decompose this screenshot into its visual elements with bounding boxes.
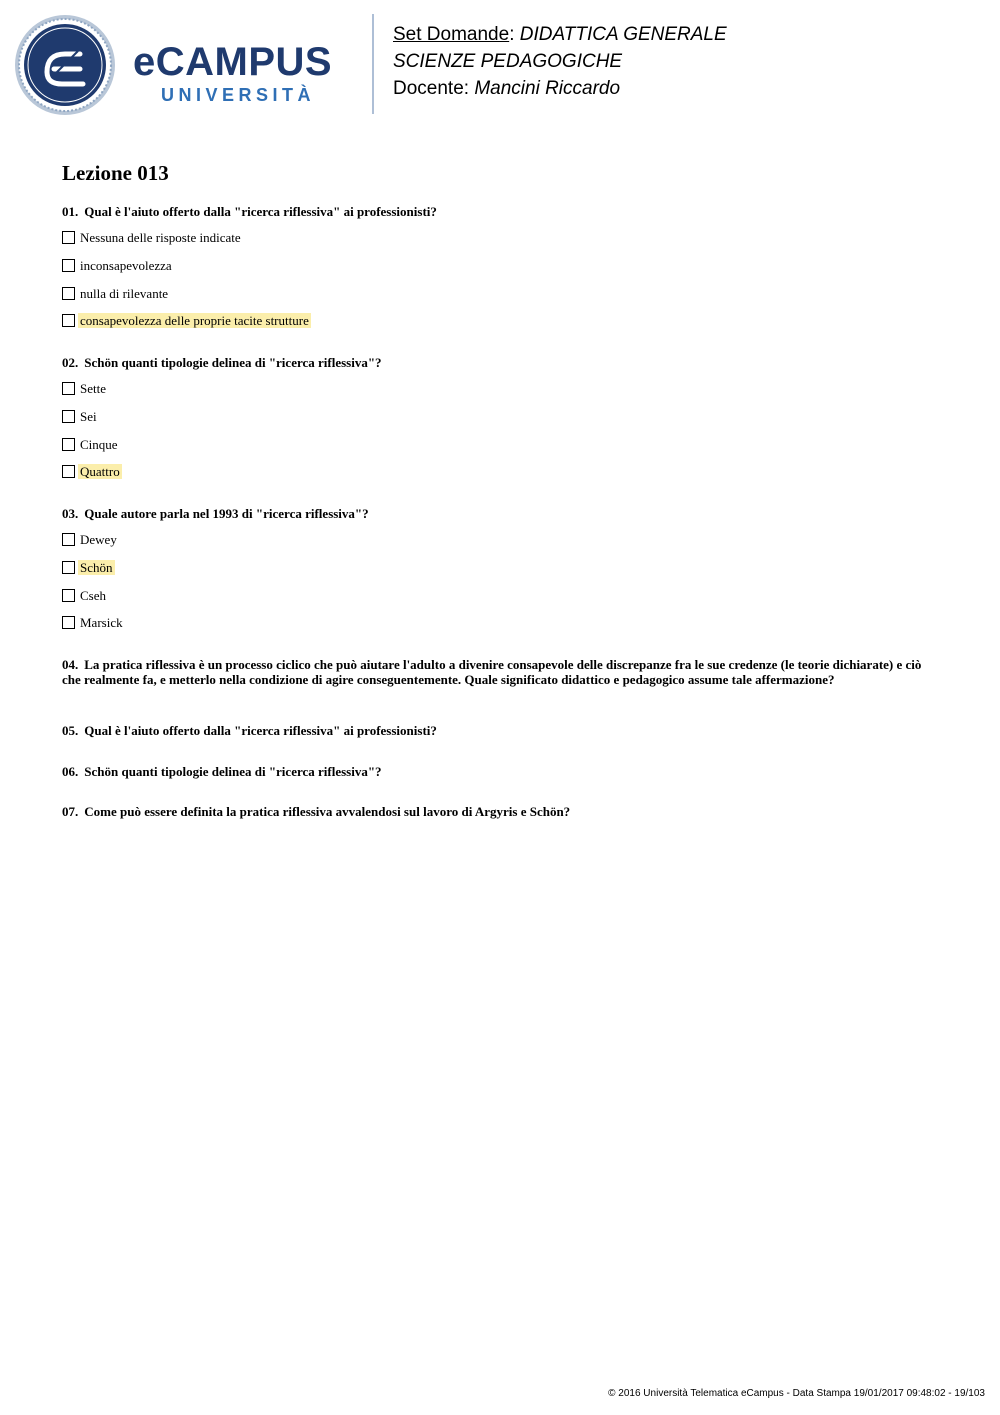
answer-checkbox[interactable]: [62, 410, 75, 423]
question-05: [62, 723, 942, 738]
ecampus-logo-text: eCAMPUS: [133, 40, 333, 84]
universita-logo-text: UNIVERSITÀ: [161, 85, 316, 105]
header-divider: [372, 14, 374, 114]
correct-answer-label: Schön: [80, 560, 113, 575]
teacher-name: Mancini Riccardo: [474, 78, 621, 99]
question-text: Schön quanti tipologie delinea di "ricerca riflessiva"?: [84, 355, 382, 370]
answer-option[interactable]: [62, 559, 115, 576]
answer-label: Cseh: [80, 588, 106, 603]
question-04: [62, 657, 942, 687]
answer-checkbox[interactable]: [62, 259, 75, 272]
question-07: [62, 804, 942, 819]
teacher-label: Docente:: [393, 78, 475, 99]
answer-checkbox[interactable]: [62, 382, 75, 395]
answer-checkbox[interactable]: [62, 465, 75, 478]
answer-checkbox[interactable]: [62, 561, 75, 574]
ecampus-wordmark: [133, 40, 332, 106]
question-text: Come può essere definita la pratica riflessiva avvalendosi sul lavoro di Argyris e Schön?: [84, 804, 571, 819]
set-label: Set Domande: [393, 24, 510, 45]
question-text: La pratica riflessiva è un processo ciclico che può aiutare l'adulto a divenire consapevole delle discrepanze fra le sue credenze (le teorie dichiarate) e ciò che realmente fa, e metterlo nella condizione di agire conseguentemente. Quale significato didattico e pedagogico assume tale affermazione?: [62, 657, 922, 687]
university-seal-logo: [14, 14, 116, 116]
question-01: [62, 204, 942, 219]
question-text: Schön quanti tipologie delinea di "ricerca riflessiva"?: [84, 764, 382, 779]
answer-label: Sette: [80, 381, 106, 396]
page-footer: © 2016 Università Telematica eCampus - Data Stampa 19/01/2017 09:48:02 - 19/103: [608, 1388, 985, 1399]
answer-checkbox[interactable]: [62, 287, 75, 300]
question-number: 06.: [62, 764, 79, 779]
question-text: Quale autore parla nel 1993 di "ricerca riflessiva"?: [84, 506, 369, 521]
answer-label: nulla di rilevante: [80, 286, 169, 301]
lesson-title: Lezione 013: [62, 161, 169, 185]
question-number: 02.: [62, 355, 79, 370]
page-header: [0, 0, 1000, 130]
answer-label: Cinque: [80, 437, 118, 452]
correct-answer-label: consapevolezza delle proprie tacite strutture: [80, 313, 309, 328]
answer-checkbox[interactable]: [62, 533, 75, 546]
answer-label: inconsapevolezza: [80, 258, 172, 273]
answer-option[interactable]: [62, 408, 99, 425]
question-number: 04.: [62, 657, 79, 672]
question-03: [62, 506, 942, 521]
answer-checkbox[interactable]: [62, 438, 75, 451]
question-number: 03.: [62, 506, 79, 521]
set-separator: :: [509, 24, 520, 45]
answer-checkbox[interactable]: [62, 616, 75, 629]
answer-option[interactable]: [62, 257, 174, 274]
answer-checkbox[interactable]: [62, 589, 75, 602]
answer-option[interactable]: [62, 463, 122, 480]
question-number: 01.: [62, 204, 79, 219]
teacher-line: [393, 75, 727, 102]
answer-option[interactable]: [62, 531, 119, 548]
correct-answer-label: Quattro: [80, 464, 120, 479]
answer-option[interactable]: [62, 614, 125, 631]
question-text: Qual è l'aiuto offerto dalla "ricerca riflessiva" ai professionisti?: [84, 204, 437, 219]
answer-option[interactable]: [62, 312, 311, 329]
answer-option[interactable]: [62, 285, 170, 302]
question-06: [62, 764, 942, 779]
course-info: [393, 21, 727, 102]
answer-label: Marsick: [80, 615, 123, 630]
answer-label: Sei: [80, 409, 97, 424]
answer-option[interactable]: [62, 587, 108, 604]
answer-checkbox[interactable]: [62, 231, 75, 244]
answer-option[interactable]: [62, 380, 108, 397]
answer-label: Nessuna delle risposte indicate: [80, 230, 241, 245]
question-number: 05.: [62, 723, 79, 738]
question-number: 07.: [62, 804, 79, 819]
course-line: [393, 21, 727, 48]
answer-label: Dewey: [80, 532, 117, 547]
answer-checkbox[interactable]: [62, 314, 75, 327]
answer-option[interactable]: [62, 229, 243, 246]
question-text: Qual è l'aiuto offerto dalla "ricerca riflessiva" ai professionisti?: [84, 723, 437, 738]
question-02: [62, 355, 942, 370]
answer-option[interactable]: [62, 436, 120, 453]
faculty-name: SCIENZE PEDAGOGICHE: [393, 51, 623, 72]
course-name: DIDATTICA GENERALE: [519, 24, 727, 45]
